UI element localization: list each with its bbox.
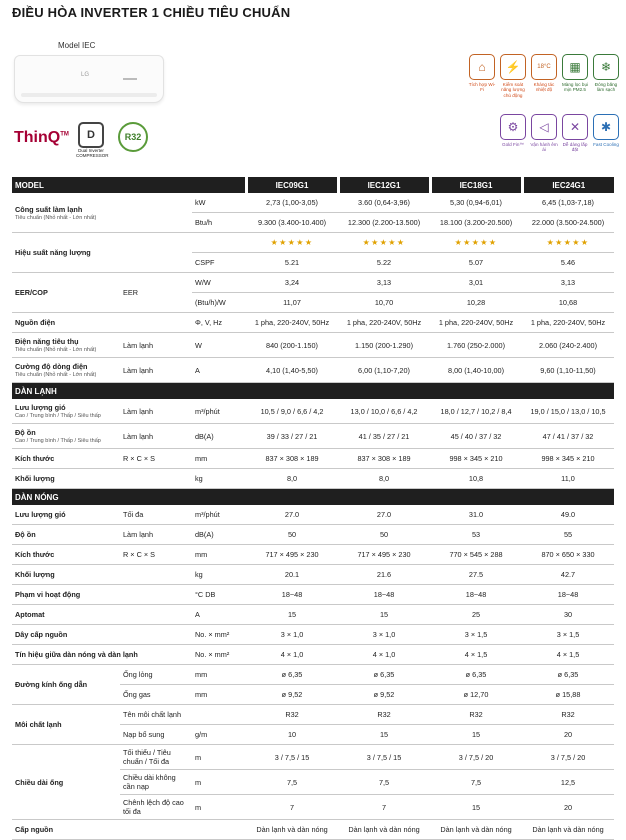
table-row: Môi chất lạnh Tên môi chất lạnh R32 R32 R32 R32 bbox=[12, 705, 614, 725]
energy-stars: ★★★★★ bbox=[430, 233, 522, 253]
energy-stars: ★★★★★ bbox=[338, 233, 430, 253]
table-row: Btu/h 9.300 (3.400-10.400) 12.300 (2.200-13.500) 18.100 (3.200-20.500) 22.000 (3.500-24.500) bbox=[12, 213, 614, 233]
table-row: Aptomat A 15 15 25 30 bbox=[12, 605, 614, 625]
page-title: ĐIỀU HÒA INVERTER 1 CHIỀU TIÊU CHUẨN bbox=[12, 5, 291, 20]
table-row: Đường kính ống dẫn Ống lỏng mm ø 6,35 ø 6,35 ø 6,35 ø 6,35 bbox=[12, 665, 614, 685]
unit-vent bbox=[21, 93, 157, 97]
gold-fin-icon: ⚙ bbox=[500, 114, 526, 140]
table-row: Phạm vi hoạt động °C DB 18~48 18~48 18~48 18~48 bbox=[12, 585, 614, 605]
energy-stars: ★★★★★ bbox=[246, 233, 338, 253]
table-row: Độ ồn Cao / Trung bình / Thấp / Siêu thấp Làm lạnh dB(A) 39 / 33 / 27 / 21 41 / 35 / 27 / 21 45 / 40 / 37 / 32 47 / 41 / 37 / 32 bbox=[12, 424, 614, 449]
wifi-icon: ⌂ bbox=[469, 54, 495, 80]
table-row: CSPF 5.21 5.22 5.07 5.46 bbox=[12, 253, 614, 273]
table-row: Kích thước R × C × S mm 717 × 495 × 230 717 × 495 × 230 770 × 545 × 288 870 × 650 × 330 bbox=[12, 545, 614, 565]
table-row: Khối lượng kg 20.1 21.6 27.5 42.7 bbox=[12, 565, 614, 585]
table-row: EER/COP EER W/W 3,24 3,13 3,01 3,13 bbox=[12, 273, 614, 293]
table-header bbox=[12, 177, 614, 193]
low-noise-icon: ◁ bbox=[531, 114, 557, 140]
tools-icon: ✕ bbox=[562, 114, 588, 140]
table-row: Nạp bổ sung g/m 10 15 15 20 bbox=[12, 725, 614, 745]
header-model: MODEL bbox=[12, 177, 246, 193]
table-row: Kích thước R × C × S mm 837 × 308 × 189 837 × 308 × 189 998 × 345 × 210 998 × 345 × 210 bbox=[12, 449, 614, 469]
dual-inverter-logo: D Dual Inverter COMPRESSOR bbox=[76, 122, 106, 154]
energy-stars: ★★★★★ bbox=[522, 233, 614, 253]
table-row: Cường độ dòng điện Tiêu chuẩn (Nhỏ nhất - Lớn nhất) Làm lạnh A 4,10 (1,40-5,50) 6,00 (1,10-7,20) 8,00 (1,40-10,00) 9,60 (1,10-11,50) bbox=[12, 358, 614, 383]
table-row: Ống gas mm ø 9,52 ø 9,52 ø 12,70 ø 15,88 bbox=[12, 685, 614, 705]
table-row: Tín hiệu giữa dàn nóng và dàn lạnh No. × mm² 4 × 1,0 4 × 1,0 4 × 1,5 4 × 1,5 bbox=[12, 645, 614, 665]
thermometer-icon: 18°C bbox=[531, 54, 557, 80]
header-col-4: IEC24G1 bbox=[522, 177, 614, 193]
table-row: Chiều dài ống Tối thiểu / Tiêu chuẩn / Tối đa m 3 / 7,5 / 15 3 / 7,5 / 15 3 / 7,5 / 20 3 / 7,5 / 20 bbox=[12, 745, 614, 770]
table-row: Nguồn điện Φ, V, Hz 1 pha, 220-240V, 50Hz 1 pha, 220-240V, 50Hz 1 pha, 220-240V, 50Hz 1 pha, 220-240V, 50Hz bbox=[12, 313, 614, 333]
section-outdoor: DÀN NÓNG bbox=[12, 489, 614, 506]
r32-logo: R32 bbox=[118, 122, 148, 152]
table-row: Độ ồn Làm lạnh dB(A) 50 50 53 55 bbox=[12, 525, 614, 545]
model-label: Model IEC bbox=[58, 41, 96, 50]
header-col-2: IEC12G1 bbox=[338, 177, 430, 193]
table-row: Lưu lượng gió Cao / Trung bình / Thấp / Siêu thấp Làm lạnh m³/phút 10,5 / 9,0 / 6,6 / 4,2 13,0 / 10,0 / 6,6 / 4,2 18,0 / 12,7 / 10,2 / 8,4 19,0 / 15,0 / 13,0 / 10,5 bbox=[12, 399, 614, 424]
table-row: Hiệu suất năng lượng ★★★★★ ★★★★★ ★★★★★ ★★★★★ bbox=[12, 233, 614, 253]
table-row: Cấp nguồn Dàn lạnh và dàn nóng Dàn lạnh và dàn nóng Dàn lạnh và dàn nóng Dàn lạnh và dàn nóng bbox=[12, 820, 614, 840]
feature-fast-cooling: ✱ Fast Cooling bbox=[591, 114, 621, 147]
feature-easy-install: ✕ Dễ dàng lắp đặt bbox=[560, 114, 590, 153]
header-col-1: IEC09G1 bbox=[246, 177, 338, 193]
leaf-icon: ❄ bbox=[593, 54, 619, 80]
table-row: Dây cấp nguồn No. × mm² 3 × 1,0 3 × 1,0 3 × 1,5 3 × 1,5 bbox=[12, 625, 614, 645]
feature-filter: ▦ Màng lọc bụi mịn PM2.5 bbox=[560, 54, 590, 93]
feature-temperature: 18°C Kháng tác nhiệt độ bbox=[529, 54, 559, 93]
feature-energy: ⚡ Kiểm soát năng lượng chủ động bbox=[498, 54, 528, 98]
air-conditioner-image bbox=[14, 55, 164, 103]
feature-gold-fin: ⚙ Gold Fin™ bbox=[498, 114, 528, 147]
table-row: Lưu lượng gió Tối đa m³/phút 27.0 27.0 31.0 49.0 bbox=[12, 505, 614, 525]
table-row: Khối lượng kg 8,0 8,0 10,8 11,0 bbox=[12, 469, 614, 489]
table-row: Công suất làm lạnh Tiêu chuẩn (Nhỏ nhất - Lớn nhất) kW 2,73 (1,00-3,05) 3.60 (0,64-3,96) 5,30 (0,94-6,01) 6,45 (1,03-7,18) bbox=[12, 193, 614, 213]
snowflake-icon: ✱ bbox=[593, 114, 619, 140]
spec-table bbox=[12, 177, 614, 840]
table-row: Chiều dài không cần nạp m 7,5 7,5 7,5 12,5 bbox=[12, 770, 614, 795]
unit-logo: LG bbox=[81, 72, 90, 78]
feature-freeze-clean: ❄ Đóng băng làm sạch bbox=[591, 54, 621, 93]
table-row: Điện năng tiêu thụ Tiêu chuẩn (Nhỏ nhất - Lớn nhất) Làm lạnh W 840 (200-1.150) 1.150 (200-1.290) 1.760 (250-2.000) 2.060 (240-2.400) bbox=[12, 333, 614, 358]
dual-inverter-icon: D bbox=[78, 122, 104, 148]
table-row: (Btu/h)/W 11,07 10,70 10,28 10,68 bbox=[12, 293, 614, 313]
filter-icon: ▦ bbox=[562, 54, 588, 80]
section-indoor: DÀN LẠNH bbox=[12, 383, 614, 400]
table-row: Chênh lệch độ cao tối đa m 7 7 15 20 bbox=[12, 795, 614, 820]
energy-monitor-icon: ⚡ bbox=[500, 54, 526, 80]
thinq-logo: ThinQ™ bbox=[14, 129, 69, 146]
feature-low-noise: ◁ Vận hành êm ái bbox=[529, 114, 559, 153]
header-col-3: IEC18G1 bbox=[430, 177, 522, 193]
unit-display bbox=[123, 78, 137, 80]
feature-wifi: ⌂ Tích hợp Wi-Fi bbox=[467, 54, 497, 93]
